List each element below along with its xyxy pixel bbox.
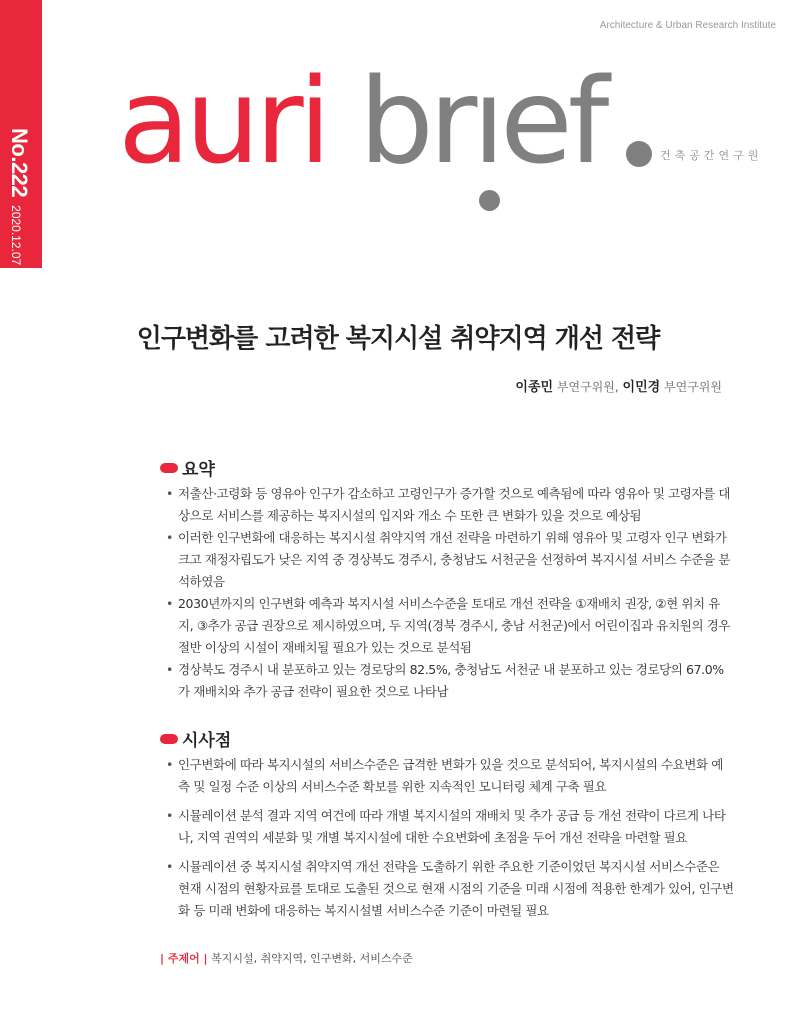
bullet-pill-icon bbox=[160, 734, 178, 744]
keywords bbox=[160, 950, 413, 966]
author-role: 부연구위원 bbox=[664, 380, 722, 394]
logo-dot-i bbox=[479, 190, 500, 211]
list-item: • 인구변화에 따라 복지시설의 서비스수준은 급격한 변화가 있을 것으로 분석되어, 복지시설의 수요변화 예측 및 일정 수준 이상의 서비스수준 확보를 위한 지속적인 모니터링 체계 구축 필요 bbox=[166, 754, 734, 798]
institute-name: Architecture & Urban Research Institute bbox=[599, 20, 776, 31]
implications-heading bbox=[160, 726, 231, 751]
issue-number: No.222 bbox=[7, 128, 32, 198]
page-title: 인구변화를 고려한 복지시설 취약지역 개선 전략 bbox=[136, 324, 660, 354]
list-item: • 이러한 인구변화에 대응하는 복지시설 취약지역 개선 전략을 마련하기 위해 영유아 및 고령자 인구 변화가 크고 재정자립도가 낮은 지역 중 경상북도 경주시, 충청남도 서천군을 선정하여 복지시설 서비스 수준을 분석하였음 bbox=[166, 527, 734, 593]
list-item: • 저출산·고령화 등 영유아 인구가 감소하고 고령인구가 증가할 것으로 예측됨에 따라 영유아 및 고령자를 대상으로 서비스를 제공하는 복지시설의 입지와 개소 수 또한 큰 변화가 있을 것으로 예상됨 bbox=[166, 483, 734, 527]
author-name: 이민경 bbox=[622, 380, 661, 395]
list-item: • 경상북도 경주시 내 분포하고 있는 경로당의 82.5%, 충청남도 서천군 내 분포하고 있는 경로당의 67.0%가 재배치와 추가 공급 전략이 필요한 것으로 나타남 bbox=[166, 659, 734, 703]
authors: 이종민 부연구위원, 이민경 부연구위원 bbox=[515, 380, 722, 395]
auri-brief-logo bbox=[118, 52, 605, 190]
list-item: • 시뮬레이션 중 복지시설 취약지역 개선 전략을 도출하기 위한 주요한 기준이었던 복지시설 서비스수준은 현재 시점의 현황자료를 토대로 도출된 것으로 현재 시점의 기준을 미래 시점에 적용한 한계가 있어, 인구변화 등 미래 변화에 대응하는 복지시설별 서비스수준 기준이 마련될 필요 bbox=[166, 856, 734, 922]
issue-date: 2020.12.07 bbox=[9, 205, 23, 266]
author-name: 이종민 bbox=[515, 380, 554, 395]
keywords-values: 복지시설, 취약지역, 인구변화, 서비스수준 bbox=[211, 952, 413, 965]
summary-list bbox=[166, 483, 734, 703]
bullet-pill-icon bbox=[160, 463, 178, 473]
implications-heading-text: 시사점 bbox=[182, 731, 232, 751]
author-role: 부연구위원 bbox=[556, 380, 615, 394]
list-item: • 시뮬레이션 분석 결과 지역 여건에 따라 개별 복지시설의 재배치 및 추가 공급 등 개선 전략이 다르게 나타나, 지역 권역의 세분화 및 개별 복지시설에 대한 수요변화에 초점을 두어 개선 전략을 마련할 필요 bbox=[166, 805, 734, 849]
logo-subtitle: 건축공간연구원 bbox=[660, 149, 763, 162]
list-item: • 2030년까지의 인구변화 예측과 복지시설 서비스수준을 토대로 개선 전략을 ①재배치 권장, ②현 위치 유지, ③추가 공급 권장으로 제시하였으며, 두 지역(경북 경주시, 충남 서천군)에서 어린이집과 유치원의 경우 절반 이상의 시설이 재배치될 필요가 있는 것으로 분석됨 bbox=[166, 593, 734, 659]
logo-auri: auri bbox=[118, 52, 327, 190]
keywords-label: | 주제어 | bbox=[160, 952, 208, 965]
summary-heading-text: 요약 bbox=[182, 460, 215, 480]
implications-list bbox=[166, 754, 734, 922]
logo-brief: brıef bbox=[358, 52, 605, 190]
issue-info bbox=[6, 128, 32, 265]
summary-heading bbox=[160, 455, 215, 480]
logo-dot-period bbox=[626, 141, 652, 167]
